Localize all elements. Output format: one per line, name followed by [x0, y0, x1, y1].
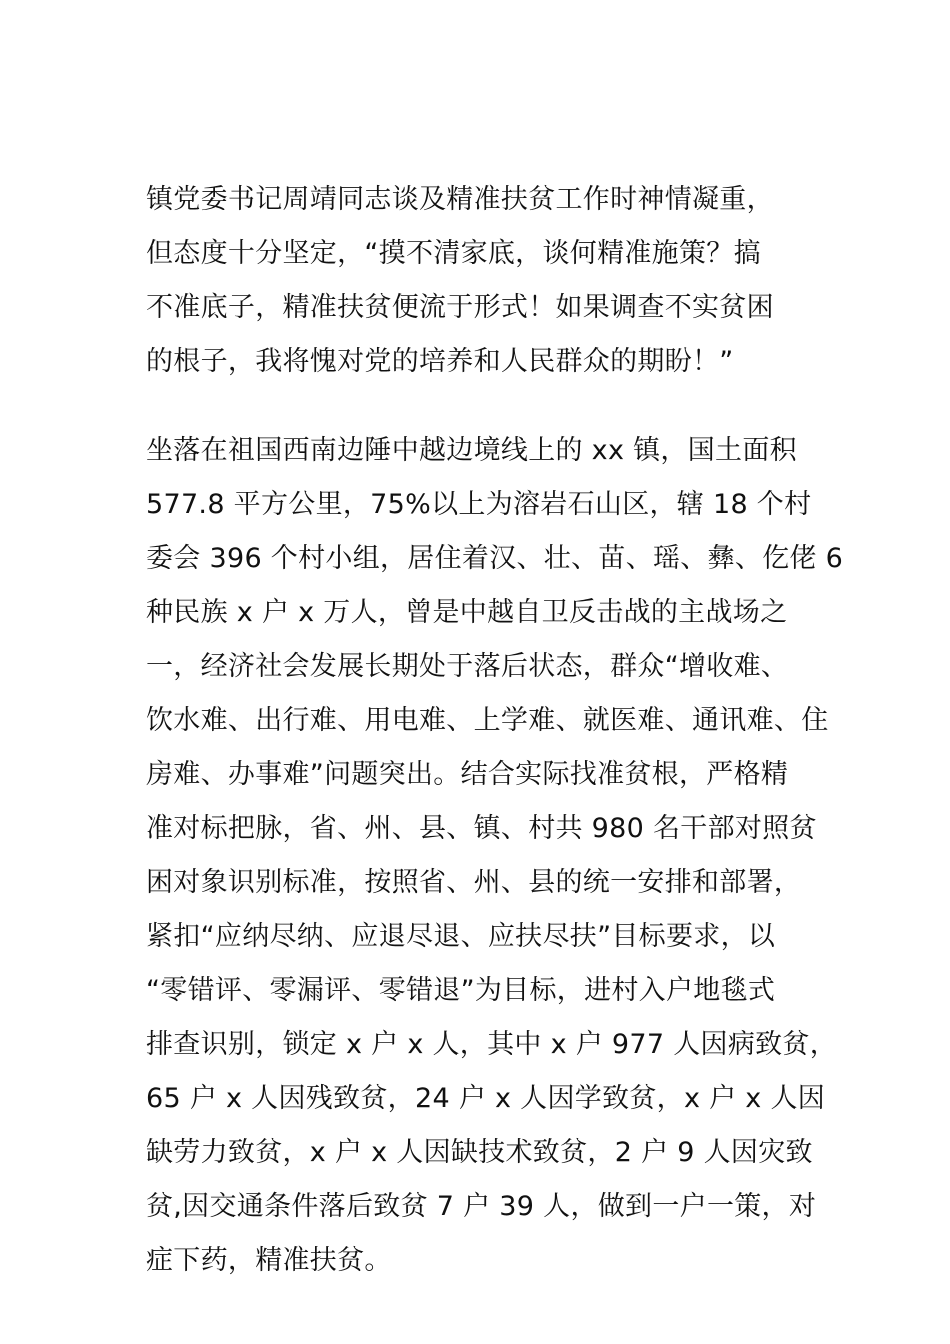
- paragraph-1: [146, 173, 806, 389]
- paragraph-line: 577.8 平方公里，75%以上为溶岩石山区，辖 18 个村: [146, 489, 812, 520]
- paragraph-line: 症下药，精准扶贫。: [146, 1245, 392, 1276]
- paragraph-line: 种民族 x 户 x 万人，曾是中越自卫反击战的主战场之: [146, 597, 788, 628]
- paragraph-line: “零错评、零漏评、零错退”为目标，进村入户地毯式: [146, 975, 776, 1006]
- paragraph-2: [146, 424, 844, 1288]
- paragraph-line: 不准底子，精准扶贫便流于形式！如果调查不实贫困: [146, 292, 774, 323]
- paragraph-line: 坐落在祖国西南边陲中越边境线上的 xx 镇，国土面积: [146, 435, 797, 466]
- paragraph-line: 房难、办事难”问题突出。结合实际找准贫根，严格精: [146, 759, 789, 790]
- paragraph-line: 但态度十分坚定，“摸不清家底，谈何精准施策？搞: [146, 238, 761, 269]
- paragraph-line: 困对象识别标准，按照省、州、县的统一安排和部署，: [146, 867, 802, 898]
- paragraph-line: 准对标把脉，省、州、县、镇、村共 980 名干部对照贫: [146, 813, 817, 844]
- paragraph-line: 镇党委书记周靖同志谈及精准扶贫工作时神情凝重，: [146, 184, 774, 215]
- paragraph-line: 65 户 x 人因残致贫，24 户 x 人因学致贫，x 户 x 人因: [146, 1083, 826, 1114]
- paragraph-line: 的根子，我将愧对党的培养和人民群众的期盼！”: [146, 346, 734, 377]
- paragraph-line: 饮水难、出行难、用电难、上学难、就医难、通讯难、住: [146, 705, 829, 736]
- paragraph-line: 紧扣“应纳尽纳、应退尽退、应扶尽扶”目标要求，以: [146, 921, 776, 952]
- paragraph-line: 缺劳力致贫，x 户 x 人因缺技术致贫，2 户 9 人因灾致: [146, 1137, 813, 1168]
- paragraph-line: 排查识别，锁定 x 户 x 人，其中 x 户 977 人因病致贫，: [146, 1029, 838, 1060]
- paragraph-line: 委会 396 个村小组，居住着汉、壮、苗、瑶、彝、仡佬 6: [146, 543, 844, 574]
- paragraph-line: 贫,因交通条件落后致贫 7 户 39 人，做到一户一策，对: [146, 1191, 817, 1222]
- paragraph-line: 一，经济社会发展长期处于落后状态，群众“增收难、: [146, 651, 789, 682]
